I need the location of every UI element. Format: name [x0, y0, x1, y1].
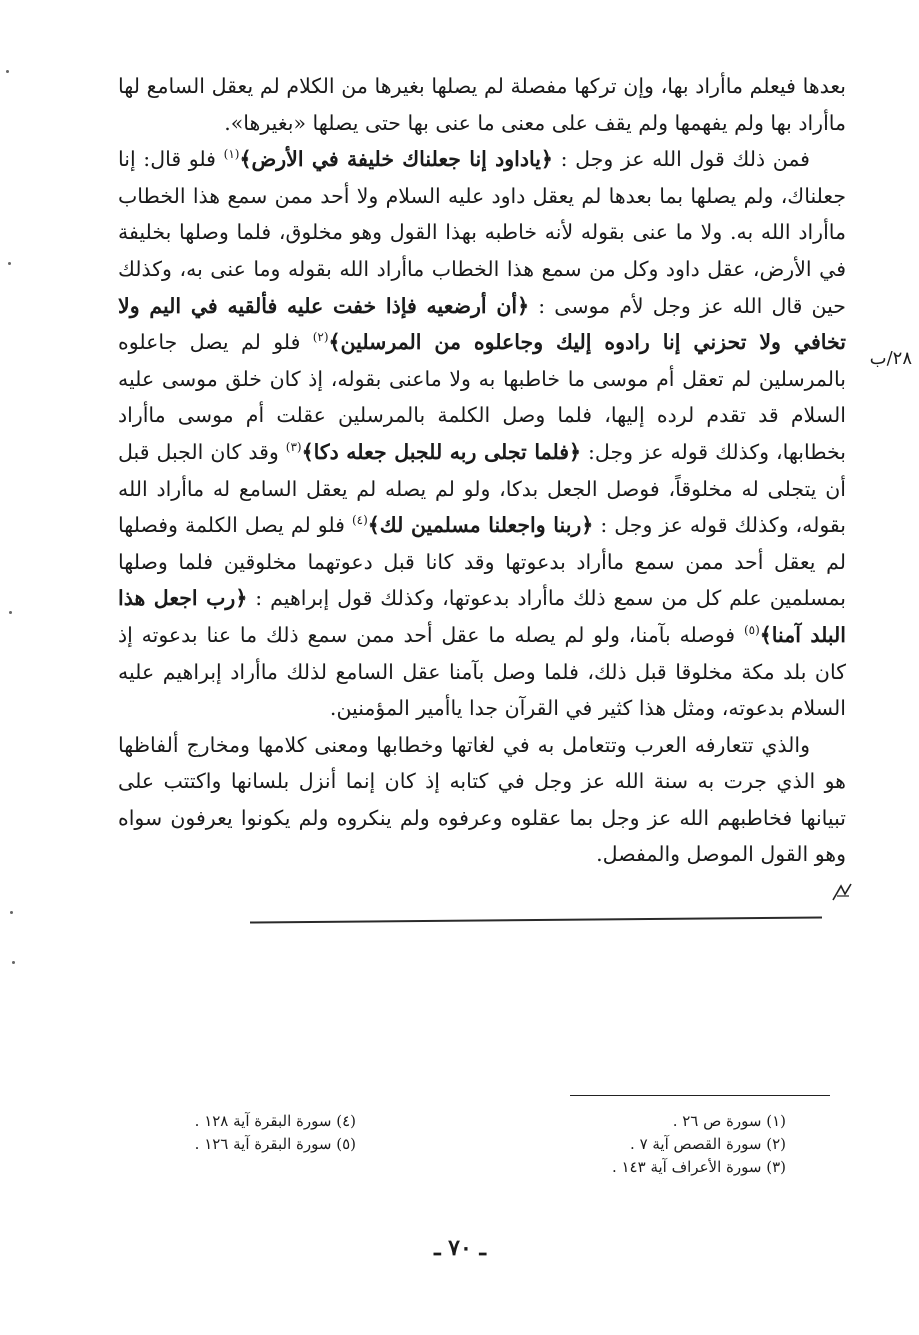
paragraph-2: [118, 141, 846, 727]
text-run: فوصله بآمنا، ولو لم يصله ما عقل أحد ممن سمع ذلك ما عنا بدعوته إذ كان بلد مكة مخلوقا قبل ذلك، فلما وصل بآمنا عقل السامع لذلك ماأراد إبراهيم عليه السلام بدعوته، ومثل هذا كثير في القرآن جدا ياأمير المؤمنين.: [118, 622, 846, 721]
scan-speck: [6, 70, 9, 73]
text-run: فلو لم يصل الكلمة وفصلها لم يعقل أحد ممن سمع ماأراد بدعوتها وقد كانا قبل دعوتهما مخلوقين فلما وصلها بمسلمين علم كل من سمع ذلك ماأراد بدعوتها، وكذلك قول إبراهيم :: [118, 513, 846, 611]
footnote-ref: (١): [223, 147, 240, 162]
text-run: فلو قال: إنا جعلناك، ولم يصلها بما بعدها لم يعقل داود عليه السلام ولا أحد ممن سمع هذا الخطاب ماأراد الله به. ولا ما عنى بقوله لأنه خاطبه بهذا القول وهو مخلوق، فلما وصلها بخليفة في الأرض، عقل داود وكل من سمع هذا الخطاب ماأراد الله بقوله وما عنى به، وكذلك حين قال الله عز وجل لأم موسى :: [118, 147, 846, 318]
page-number: ـ ٧٠ ـ: [434, 1235, 486, 1261]
paragraph-3: والذي تتعارفه العرب وتتعامل به في لغاتها وخطابها ومعنى كلامها ومخارج ألفاظها هو الذي جرت به سنة الله عز وجل في كتابه إذ كان إنما أنزل بلسانها واكتتب على تبيانها فخاطبهم الله عز وجل بما عقلوه وعرفوه ولم ينكروه ولم يكونوا يعرفون سواه وهو القول الموصل والمفصل.: [118, 732, 846, 867]
quran-verse: ﴿ربنا واجعلنا مسلمين لك﴾: [367, 513, 594, 538]
text-run: فلو لم يصل جاعلوه بالمرسلين لم تعقل أم موسى ما خاطبها به ولا ماعنى بقوله، إذ كان خلق موسى عليه السلام قد تقدم لرده إليها، فلما وصل الكلمة بالمرسلين عقلت أم موسى ماأراد بخطابها، وكذلك قوله عز وجل:: [118, 330, 846, 464]
footnote-ref: (٤): [351, 513, 368, 528]
quran-verse: ﴿ياداود إنا جعلناك خليفة في الأرض﴾: [239, 147, 553, 172]
footnotes-left-column: [140, 1110, 356, 1156]
text-run: وقد كان الجبل قبل أن يتجلى له مخلوقاً، فوصل الجعل بدكا، ولو لم يصله لم يعقل السامع له ماأراد الله بقوله، وكذلك قوله عز وجل :: [118, 439, 846, 538]
footnote-ref: (٢): [312, 330, 329, 345]
footnote-item: (٢) سورة القصص آية ٧ .: [630, 1135, 786, 1153]
footnote-ref: (٥): [743, 623, 760, 638]
text-run: فمن ذلك قول الله عز وجل :: [560, 147, 810, 172]
handwritten-mark-icon: [831, 880, 855, 904]
scan-speck: [9, 611, 12, 614]
footnote-item: (١) سورة ص ٢٦ .: [672, 1112, 786, 1130]
footnote-item: (٥) سورة البقرة آية ١٢٦ .: [194, 1135, 356, 1153]
scan-speck: [10, 911, 13, 914]
quran-verse: ﴿فلما تجلى ربه للجبل جعله دكا﴾: [301, 439, 582, 464]
handwritten-mark-icon-svg: [831, 880, 855, 904]
footnote-separator: [570, 1095, 830, 1096]
footnotes-right-column: [520, 1110, 786, 1179]
quran-verse: ﴿رب اجعل هذا البلد آمنا﴾: [118, 586, 846, 647]
paragraph-1: بعدها فيعلم ماأراد بها، وإن تركها مفصلة لم يصلها بغيرها من الكلام لم يعقل السامع لها ماأراد بها ولم يفهمها ولم يقف على معنى ما عنى بها حتى يصلها «بغيرها».: [118, 74, 846, 135]
quran-verse: ﴿أن أرضعيه فإذا خفت عليه فألقيه في اليم ولا تخافي ولا تحزني إنا رادوه إليك وجاعلوه من المرسلين﴾: [118, 293, 846, 355]
footnote-ref: (٣): [285, 440, 302, 455]
scan-speck: [12, 961, 15, 964]
footnote-item: (٤) سورة البقرة آية ١٢٨ .: [194, 1112, 356, 1130]
folio-margin-note: ٢٨/ب: [869, 348, 912, 369]
main-text: [118, 68, 846, 873]
scan-speck: [8, 262, 11, 265]
footnote-item: (٣) سورة الأعراف آية ١٤٣ .: [611, 1158, 786, 1176]
handwritten-underline: [250, 917, 822, 924]
